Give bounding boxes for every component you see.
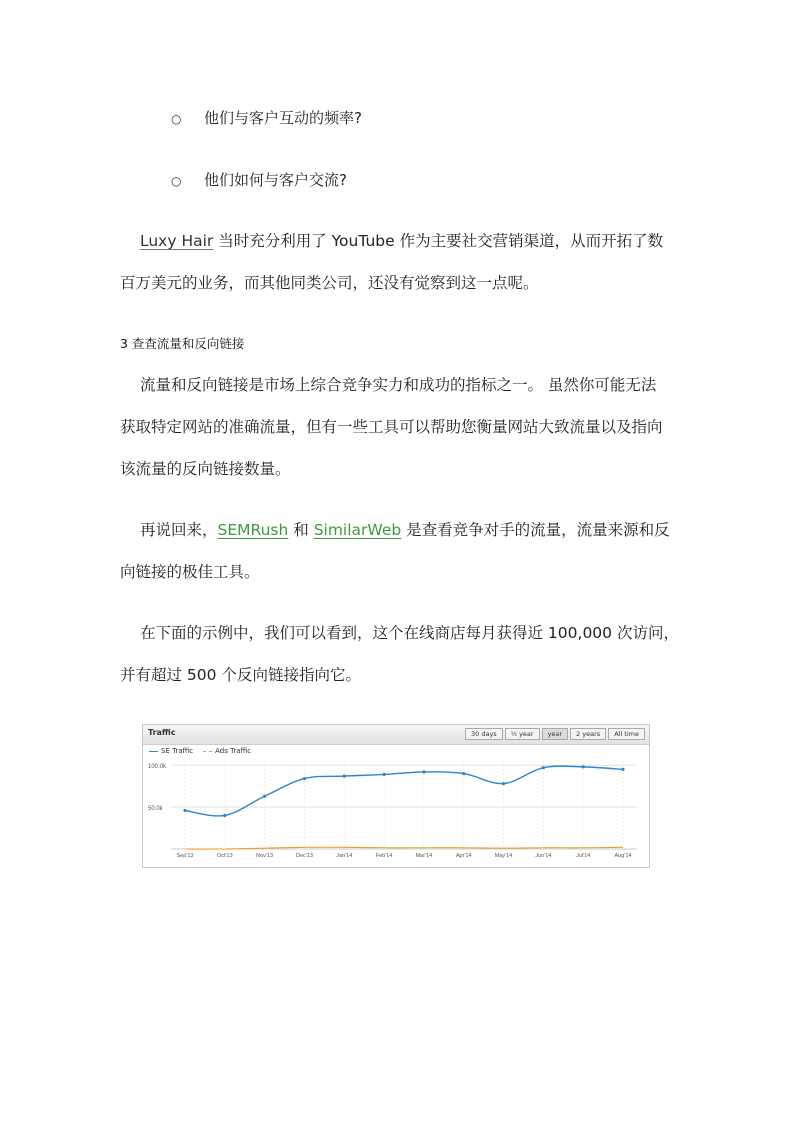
section-heading: 3 查查流量和反向链接 (120, 336, 245, 351)
x-tick-label: Oct'13 (216, 853, 233, 859)
x-tick-label: Jul'14 (576, 853, 591, 859)
se-traffic-point (263, 795, 266, 798)
range-half-year-button[interactable]: ½ year (505, 728, 540, 740)
semrush-link[interactable]: SEMRush (217, 521, 289, 539)
paragraph-text: 和 (288, 521, 314, 539)
x-tick-label: Dec'13 (295, 853, 313, 859)
x-tick-label: Nov'13 (256, 853, 274, 859)
x-tick-label: Feb'14 (375, 853, 393, 859)
traffic-line-chart (143, 725, 649, 867)
paragraph-tools (120, 509, 676, 593)
bullet-circle-icon: ○ (171, 174, 182, 188)
paragraph-line: 流量和反向链接是市场上综合竞争实力和成功的指标之一。 虽然你可能无法 (140, 376, 657, 394)
luxy-hair-link[interactable]: Luxy Hair (140, 232, 214, 250)
chart-title: Traffic (148, 728, 176, 737)
range-all-time-button[interactable]: All time (608, 728, 645, 740)
se-traffic-point (582, 765, 585, 768)
se-traffic-point (502, 782, 505, 785)
similarweb-link[interactable]: SimilarWeb (313, 521, 402, 539)
bullet-text: 他们如何与客户交流? (204, 171, 347, 189)
se-traffic-series-line (185, 766, 623, 816)
x-tick-label: May'14 (494, 853, 513, 859)
paragraph-line: 该流量的反向链接数量。 (120, 460, 291, 478)
se-traffic-point (382, 773, 385, 776)
legend-label: SE Traffic (161, 747, 194, 755)
paragraph-line (120, 220, 676, 262)
range-30-days-button[interactable]: 30 days (465, 728, 503, 740)
paragraph-traffic-backlinks (120, 364, 676, 490)
paragraph-line: 百万美元的业务，而其他同类公司，还没有觉察到这一点呢。 (120, 274, 539, 292)
range-year-button[interactable]: year (542, 728, 569, 740)
traffic-chart-panel (142, 724, 650, 868)
paragraph-text: 当时充分利用了 YouTube 作为主要社交营销渠道，从而开拓了数 (213, 232, 664, 250)
y-tick-label: 100.0k (148, 764, 167, 771)
paragraph-line: 在下面的示例中，我们可以看到，这个在线商店每月获得近 100,000 次访问， (140, 624, 679, 642)
x-tick-label: Jun'14 (535, 853, 552, 859)
se-traffic-point (343, 774, 346, 777)
x-tick-label: Aug'14 (614, 853, 632, 859)
x-tick-label: Mar'14 (415, 853, 433, 859)
paragraph-luxy-hair (120, 220, 676, 304)
paragraph-line (120, 509, 676, 551)
se-traffic-point (303, 777, 306, 780)
paragraph-text: 是查看竞争对手的流量，流量来源和反 (401, 521, 670, 539)
x-tick-label: Apr'14 (455, 853, 472, 859)
y-tick-label: 50.0k (148, 806, 163, 813)
paragraph-line: 并有超过 500 个反向链接指向它。 (120, 666, 361, 684)
paragraph-example (120, 612, 679, 696)
bullet-text: 他们与客户互动的频率? (204, 109, 362, 127)
se-traffic-point (223, 814, 226, 817)
paragraph-line: 获取特定网站的准确流量，但有一些工具可以帮助您衡量网站大致流量以及指向 (120, 418, 663, 436)
x-tick-label: Sep'13 (176, 853, 194, 859)
se-traffic-point (462, 772, 465, 775)
legend-label: Ads Traffic (215, 747, 252, 755)
range-2-years-button[interactable]: 2 years (570, 728, 606, 740)
se-traffic-point (422, 770, 425, 773)
paragraph-text: 再说回来， (140, 521, 218, 539)
se-traffic-point (621, 768, 624, 771)
x-tick-label: Jan'14 (336, 853, 353, 859)
se-traffic-point (183, 809, 186, 812)
paragraph-line: 向链接的极佳工具。 (120, 563, 260, 581)
se-traffic-point (542, 766, 545, 769)
bullet-circle-icon: ○ (171, 112, 182, 126)
